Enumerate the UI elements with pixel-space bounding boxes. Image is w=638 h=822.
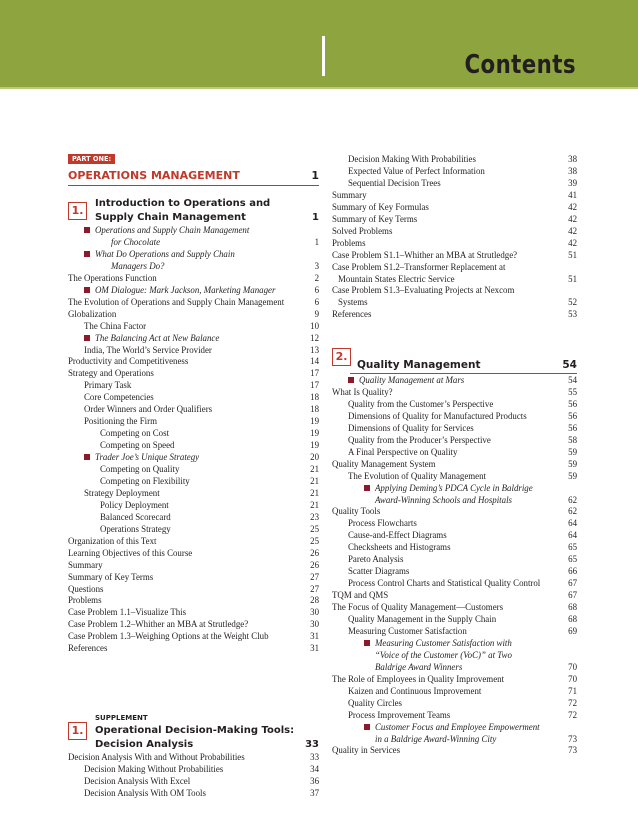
chapter-1-number: 1.	[68, 202, 87, 220]
toc-entry-text: Decision Making Without Probabilities	[84, 763, 224, 774]
part-page: 1	[311, 169, 319, 182]
toc-entry-text: Mountain States Electric Service	[338, 273, 455, 284]
part-title-text: OPERATIONS MANAGEMENT	[68, 169, 240, 182]
toc-entry-title	[100, 512, 171, 523]
toc-entry-title	[100, 464, 179, 475]
toc-entry-page: 27	[310, 583, 319, 594]
toc-entry-text: Decision Analysis With OM Tools	[84, 787, 206, 798]
toc-entry-text: Balanced Scorecard	[100, 511, 171, 522]
toc-entry-title	[332, 387, 393, 398]
toc-entry-page: 64	[568, 530, 577, 541]
toc-entry-page: 20	[310, 452, 319, 463]
toc-entry-page: 51	[568, 249, 577, 260]
toc-entry-page: 67	[568, 590, 577, 601]
toc-entry-title	[84, 392, 154, 403]
toc-entry-title	[84, 285, 275, 296]
toc-entry-text: Summary of Key Terms	[332, 213, 418, 224]
toc-entry-title	[348, 471, 486, 482]
toc-entry-page: 54	[568, 375, 577, 385]
toc-entry-text: “Voice of the Customer (VoC)” at Two	[375, 649, 512, 660]
toc-entry-text: Quality Management in the Supply Chain	[348, 614, 497, 624]
toc-entry-text: Case Problem S1.3–Evaluating Projects at Nexcom	[332, 285, 515, 296]
toc-entry-title	[100, 237, 160, 248]
toc-entry-page: 31	[310, 631, 319, 642]
toc-entry-text: Process Control Charts and Statistical Quality Control	[348, 578, 541, 589]
toc-entry-text: Scatter Diagrams	[348, 566, 410, 577]
part-label: PART ONE:	[68, 154, 115, 164]
toc-entry-page: 68	[568, 614, 577, 624]
toc-entry-title	[68, 643, 107, 654]
toc-entry-page: 64	[568, 518, 577, 529]
toc-entry-text: in a Baldrige Award-Winning City	[375, 733, 497, 744]
toc-entry-page: 28	[310, 595, 319, 606]
toc-entry-text: Quality from the Producer’s Perspective	[348, 434, 491, 445]
toc-entry-title	[84, 380, 131, 391]
toc-entry-title	[332, 459, 436, 470]
toc-entry-page: 14	[310, 356, 319, 367]
toc-entry-page: 31	[310, 643, 319, 654]
toc-entry-text: Trader Joe’s Unique Strategy	[95, 452, 200, 463]
toc-entry-title	[332, 674, 504, 685]
toc-entry-text: Cause-and-Effect Diagrams	[348, 530, 447, 541]
toc-entry-page: 26	[310, 547, 319, 558]
chapter-1-title-line2[interactable]: Supply Chain Management	[95, 212, 246, 223]
toc-entry-page: 39	[568, 177, 577, 188]
toc-entry-page: 27	[310, 571, 319, 582]
toc-entry-page: 59	[568, 446, 577, 457]
toc-entry-page: 70	[568, 673, 577, 684]
toc-entry-page: 37	[310, 787, 319, 798]
toc-entry-text: Decision Making With Probabilities	[348, 154, 476, 164]
toc-entry-text: Decision Analysis With Excel	[84, 775, 191, 786]
toc-entry-text: Primary Task	[84, 380, 132, 391]
toc-entry-text: Applying Deming’s PDCA Cycle in Baldrige	[375, 482, 533, 493]
toc-entry-text: Strategy Deployment	[84, 487, 160, 498]
toc-entry-title	[68, 572, 153, 583]
toc-entry-title	[332, 297, 368, 308]
toc-entry-title	[68, 273, 157, 284]
toc-entry-title	[332, 190, 367, 201]
toc-entry-title	[348, 518, 417, 529]
toc-entry-title	[332, 202, 429, 213]
toc-entry-title	[84, 321, 146, 332]
toc-entry-title	[364, 662, 462, 673]
toc-entry-title	[84, 764, 223, 775]
toc-entry-title	[364, 722, 540, 733]
toc-entry-title	[84, 404, 212, 415]
toc-entry-page: 41	[568, 189, 577, 200]
toc-entry-title	[84, 488, 160, 499]
toc-entry-title	[68, 548, 192, 559]
toc-entry-page: 59	[568, 470, 577, 481]
toc-entry-page: 62	[568, 506, 577, 517]
toc-entry-page: 18	[310, 404, 319, 415]
toc-entry-text: Operations Strategy	[100, 523, 171, 534]
toc-entry-title	[100, 428, 169, 439]
toc-entry-page: 17	[310, 368, 319, 379]
toc-entry-page: 9	[314, 308, 319, 319]
toc-entry-page: 21	[310, 487, 319, 498]
chapter-2-page: 54	[562, 359, 577, 371]
toc-entry-title	[348, 614, 496, 625]
toc-entry-title	[348, 399, 493, 410]
toc-entry-text: References	[68, 643, 108, 654]
toc-entry-title	[364, 638, 512, 649]
header-band-underline	[0, 87, 638, 89]
toc-entry-text: Globalization	[68, 308, 117, 319]
toc-entry-page: 72	[568, 697, 577, 708]
toc-entry-text: The Evolution of Operations and Supply Chain Management	[68, 296, 285, 307]
toc-entry-page: 3	[314, 260, 319, 271]
supplement-1-number: 1.	[68, 722, 87, 740]
toc-entry-page: 25	[310, 535, 319, 546]
toc-entry-title	[68, 607, 186, 618]
feature-bullet-icon	[84, 251, 90, 257]
toc-entry-title	[332, 602, 503, 613]
toc-entry-text: Quality Circles	[348, 697, 402, 708]
toc-entry-text: Summary	[332, 189, 367, 200]
toc-entry-page: 25	[310, 523, 319, 534]
toc-entry-text: Operations and Supply Chain Management	[95, 225, 250, 235]
toc-entry-text: References	[332, 309, 372, 320]
toc-entry-text: The Focus of Quality Management—Customers	[332, 602, 504, 613]
toc-entry-page: 42	[568, 237, 577, 248]
toc-entry-text: What Is Quality?	[332, 386, 393, 397]
toc-entry-text: The Operations Function	[68, 272, 157, 283]
toc-entry-title	[68, 368, 154, 379]
toc-entry-text: Award-Winning Schools and Hospitals	[375, 494, 512, 505]
toc-entry-page: 1	[314, 236, 319, 247]
toc-entry-title	[348, 626, 467, 637]
toc-entry-page: 18	[310, 392, 319, 403]
toc-entry-page: 30	[310, 619, 319, 630]
toc-entry-text: Dimensions of Quality for Manufactured Products	[348, 410, 527, 421]
toc-entry-text: Organization of this Text	[68, 535, 157, 546]
toc-entry-title	[100, 524, 171, 535]
page-title: Contents	[464, 50, 576, 80]
toc-entry-page: 21	[310, 499, 319, 510]
toc-entry-page: 70	[568, 661, 577, 672]
toc-entry-text: Competing on Speed	[100, 440, 175, 451]
toc-entry-title	[332, 226, 392, 237]
toc-entry-title	[84, 776, 190, 787]
toc-entry-text: Customer Focus and Employee Empowerment	[375, 721, 540, 732]
toc-entry-page: 73	[568, 745, 577, 756]
toc-entry-text: Problems	[68, 595, 102, 606]
toc-entry-text: Managers Do?	[111, 260, 165, 271]
toc-entry-text: Dimensions of Quality for Services	[348, 422, 474, 433]
toc-entry-text: Pareto Analysis	[348, 554, 404, 565]
toc-entry-text: TQM and QMS	[332, 590, 389, 601]
toc-entry-title	[364, 495, 512, 506]
toc-entry-title	[348, 578, 540, 589]
toc-entry-page: 72	[568, 709, 577, 720]
toc-entry-title	[348, 154, 476, 165]
toc-entry-page: 23	[310, 511, 319, 522]
toc-entry-text: What Do Operations and Supply Chain	[95, 248, 235, 259]
supplement-1-page: 33	[305, 739, 319, 750]
toc-entry-page: 51	[568, 273, 577, 284]
part-title	[68, 169, 319, 183]
toc-entry-text: OM Dialogue: Mark Jackson, Marketing Manager	[95, 284, 276, 295]
toc-entry-page: 69	[568, 625, 577, 636]
toc-entry-page: 58	[568, 434, 577, 445]
toc-entry-title	[84, 416, 157, 427]
header-divider	[322, 36, 325, 76]
toc-entry-text: Case Problem S1.1–Whither an MBA at Strutledge?	[332, 249, 518, 260]
toc-entry-title	[68, 560, 103, 571]
feature-bullet-icon	[84, 335, 90, 341]
toc-entry-page: 13	[310, 344, 319, 355]
toc-entry-title	[348, 375, 464, 386]
toc-entry-title	[100, 476, 190, 487]
toc-entry-text: The Role of Employees in Quality Improvement	[332, 673, 505, 684]
toc-entry-title	[364, 650, 512, 661]
toc-entry-title	[68, 536, 157, 547]
toc-entry-title	[364, 734, 496, 745]
toc-entry-title	[348, 530, 447, 541]
toc-entry-title	[332, 285, 514, 296]
toc-entry-title	[84, 452, 199, 463]
toc-entry-title	[364, 483, 533, 494]
toc-entry-page: 62	[568, 494, 577, 505]
toc-entry-title	[332, 309, 371, 320]
feature-bullet-icon	[364, 640, 370, 646]
toc-entry-title	[68, 584, 104, 595]
toc-entry-title	[68, 595, 102, 606]
toc-entry-title	[332, 238, 366, 249]
toc-entry-text: Policy Deployment	[100, 499, 169, 510]
toc-entry-text: Quality Tools	[332, 506, 381, 517]
toc-entry-text: Case Problem 1.2–Whither an MBA at Strutledge?	[68, 619, 249, 630]
toc-entry-title	[332, 745, 400, 756]
toc-entry-page: 65	[568, 542, 577, 553]
toc-entry-page: 67	[568, 578, 577, 589]
chapter-1-title-line1[interactable]: Introduction to Operations and	[95, 198, 271, 209]
toc-entry-text: Case Problem 1.1–Visualize This	[68, 607, 187, 618]
toc-entry-text: Strategy and Operations	[68, 368, 154, 379]
toc-entry-page: 53	[568, 309, 577, 320]
toc-entry-title	[332, 590, 388, 601]
toc-entry-page: 21	[310, 464, 319, 474]
toc-entry-page: 21	[310, 475, 319, 486]
toc-entry-page: 59	[568, 458, 577, 469]
toc-entry-title	[84, 788, 206, 799]
toc-entry-page: 6	[314, 284, 319, 295]
toc-entry-title	[348, 542, 451, 553]
toc-entry-title	[100, 261, 165, 272]
toc-entry-page: 38	[568, 154, 577, 164]
toc-entry-title	[348, 698, 402, 709]
toc-entry-title	[348, 411, 527, 422]
toc-entry-text: Questions	[68, 583, 104, 594]
toc-entry-title	[348, 566, 409, 577]
toc-entry-title	[100, 440, 174, 451]
chapter-2-title[interactable]: Quality Management	[357, 359, 481, 371]
toc-entry-title	[68, 752, 245, 763]
toc-entry-text: The China Factor	[84, 320, 147, 331]
toc-entry-title	[348, 686, 481, 697]
toc-entry-text: A Final Perspective on Quality	[348, 446, 458, 457]
toc-entry-text: Quality in Services	[332, 745, 401, 756]
toc-entry-title	[100, 500, 169, 511]
toc-entry-text: Case Problem S1.2–Transformer Replacement at	[332, 261, 506, 272]
toc-entry-title	[348, 710, 450, 721]
toc-entry-page: 6	[314, 296, 319, 307]
toc-entry-text: Baldrige Award Winners	[375, 661, 463, 672]
toc-entry-page: 36	[310, 775, 319, 786]
toc-entry-title	[332, 262, 505, 273]
toc-entry-text: Productivity and Competitiveness	[68, 356, 189, 367]
toc-entry-title	[84, 225, 249, 236]
feature-bullet-icon	[348, 377, 354, 383]
toc-entry-page: 30	[310, 607, 319, 618]
toc-entry-title	[68, 297, 284, 308]
toc-entry-title	[84, 249, 235, 260]
toc-entry-title	[348, 554, 403, 565]
supplement-label: SUPPLEMENT	[95, 714, 148, 722]
toc-entry-text: Competing on Cost	[100, 428, 170, 439]
toc-entry-page: 52	[568, 297, 577, 308]
toc-entry-page: 33	[310, 752, 319, 762]
toc-entry-page: 19	[310, 440, 319, 451]
toc-entry-text: Quality Management at Mars	[359, 375, 465, 385]
toc-entry-text: Case Problem 1.3–Weighing Options at the Weight Club	[68, 631, 269, 642]
toc-entry-page: 55	[568, 386, 577, 397]
toc-entry-text: Solved Problems	[332, 225, 393, 236]
toc-entry-title	[68, 356, 188, 367]
toc-entry-title	[348, 447, 457, 458]
toc-entry-title	[348, 423, 474, 434]
part-rule	[68, 185, 319, 186]
toc-entry-page: 26	[310, 559, 319, 570]
toc-entry-title	[332, 274, 455, 285]
toc-entry-text: India, The World’s Service Provider	[84, 344, 212, 355]
toc-entry-page: 73	[568, 733, 577, 744]
toc-entry-text: Measuring Customer Satisfaction with	[375, 637, 512, 648]
toc-entry-page: 2	[314, 272, 319, 283]
toc-entry-title	[68, 309, 116, 320]
toc-entry-text: Decision Analysis With and Without Probabilities	[68, 752, 245, 762]
toc-entry-text: Positioning the Firm	[84, 416, 157, 427]
toc-entry-text: Quality from the Customer’s Perspective	[348, 398, 494, 409]
toc-entry-text: Sequential Decision Trees	[348, 177, 441, 188]
toc-entry-page: 65	[568, 554, 577, 565]
toc-entry-page: 66	[568, 566, 577, 577]
toc-entry-text: The Balancing Act at New Balance	[95, 332, 220, 343]
toc-entry-title	[68, 619, 248, 630]
toc-entry-text: Order Winners and Order Qualifiers	[84, 404, 213, 415]
feature-bullet-icon	[84, 227, 90, 233]
toc-entry-page: 19	[310, 416, 319, 427]
toc-entry-text: Checksheets and Histograms	[348, 542, 451, 553]
toc-entry-title	[332, 506, 380, 517]
toc-entry-text: The Evolution of Quality Management	[348, 470, 487, 481]
toc-entry-text: Summary	[68, 559, 103, 570]
chapter-2-number: 2.	[332, 348, 351, 366]
toc-entry-text: Competing on Quality	[100, 464, 180, 474]
toc-entry-title	[348, 178, 441, 189]
supplement-1-title-line1[interactable]: Operational Decision-Making Tools:	[95, 725, 295, 736]
toc-entry-text: Summary of Key Terms	[68, 571, 154, 582]
toc-entry-text: Competing on Flexibility	[100, 475, 190, 486]
toc-entry-text: Learning Objectives of this Course	[68, 547, 193, 558]
chapter-1-page: 1	[312, 212, 319, 223]
toc-entry-page: 42	[568, 213, 577, 224]
feature-bullet-icon	[364, 485, 370, 491]
toc-entry-page: 56	[568, 422, 577, 433]
toc-entry-title	[68, 631, 269, 642]
feature-bullet-icon	[84, 454, 90, 460]
toc-entry-title	[332, 214, 417, 225]
toc-entry-title	[348, 166, 485, 177]
toc-entry-page: 68	[568, 602, 577, 613]
toc-entry-text: Expected Value of Perfect Information	[348, 165, 485, 176]
toc-entry-page: 42	[568, 201, 577, 212]
toc-entry-page: 12	[310, 332, 319, 343]
toc-entry-page: 10	[310, 320, 319, 331]
toc-entry-text: Measuring Customer Satisfaction	[348, 625, 467, 636]
toc-entry-page: 56	[568, 398, 577, 409]
toc-entry-title	[332, 250, 517, 261]
toc-entry-text: Kaizen and Continuous Improvement	[348, 685, 482, 696]
toc-entry-text: Systems	[338, 297, 368, 308]
toc-entry-page: 38	[568, 165, 577, 176]
toc-entry-text: Quality Management System	[332, 458, 436, 469]
toc-entry-page: 56	[568, 410, 577, 421]
feature-bullet-icon	[84, 287, 90, 293]
toc-entry-title	[84, 333, 219, 344]
toc-entry-text: Process Improvement Teams	[348, 709, 451, 720]
supplement-1-title-line2[interactable]: Decision Analysis	[95, 739, 194, 750]
toc-entry-title	[348, 435, 491, 446]
toc-entry-text: Core Competencies	[84, 392, 154, 403]
feature-bullet-icon	[364, 724, 370, 730]
toc-entry-title	[84, 345, 212, 356]
toc-entry-text: Problems	[332, 237, 366, 248]
toc-entry-text: for Chocolate	[111, 236, 161, 247]
toc-entry-page: 17	[310, 380, 319, 391]
chapter-2-rule	[350, 373, 577, 374]
toc-entry-page: 42	[568, 225, 577, 236]
toc-entry-text: Process Flowcharts	[348, 518, 417, 529]
toc-entry-page: 71	[568, 685, 577, 696]
toc-entry-page: 34	[310, 763, 319, 774]
toc-entry-text: Summary of Key Formulas	[332, 201, 429, 212]
toc-entry-page: 19	[310, 428, 319, 439]
